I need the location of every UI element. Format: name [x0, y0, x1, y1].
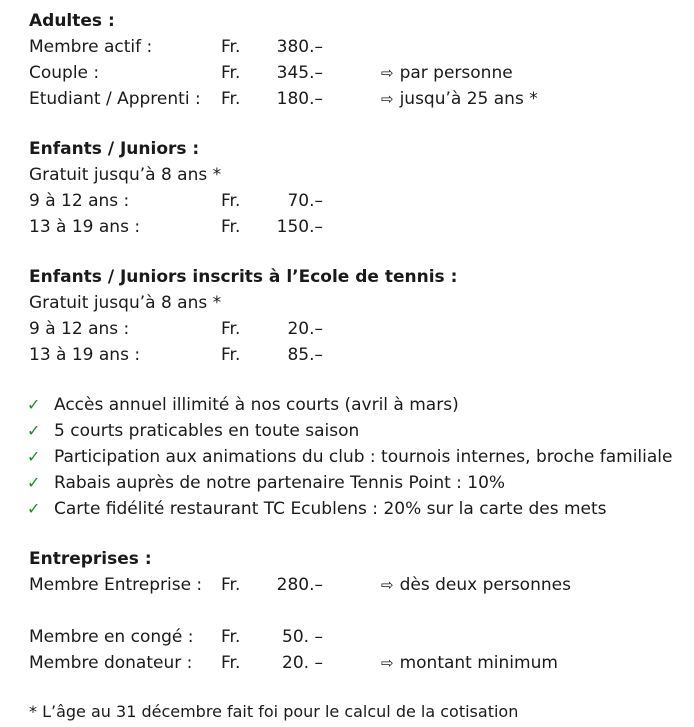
price-row	[29, 316, 689, 342]
section-title-ecole: Enfants / Juniors inscrits à l’Ecole de tennis :	[29, 267, 458, 287]
row-amount: 20. –	[282, 653, 323, 673]
row-amount: 85.–	[287, 345, 323, 365]
benefit-item	[29, 418, 689, 444]
row-note	[381, 60, 513, 86]
row-label: Membre en congé :	[29, 627, 194, 647]
row-label: 13 à 19 ans :	[29, 217, 141, 237]
footnote: * L’âge au 31 décembre fait foi pour le calcul de la cotisation	[29, 702, 519, 721]
price-row	[29, 572, 689, 598]
row-currency: Fr.	[221, 319, 241, 339]
row-currency: Fr.	[221, 575, 241, 595]
row-label: Couple :	[29, 63, 100, 83]
row-currency: Fr.	[221, 89, 241, 109]
benefit-item	[29, 496, 689, 522]
row-amount: 50. –	[282, 627, 323, 647]
benefit-text: Rabais auprès de notre partenaire Tennis Point : 10%	[54, 473, 506, 493]
row-note-text: par personne	[399, 63, 513, 83]
benefit-text: Participation aux animations du club : tournois internes, broche familiale	[54, 447, 673, 467]
outlined-right-arrow-icon: ⇨	[381, 90, 394, 108]
free-age-text: Gratuit jusqu’à 8 ans *	[29, 165, 222, 185]
tariff-document	[29, 8, 689, 724]
row-currency: Fr.	[221, 627, 241, 647]
price-row	[29, 86, 689, 112]
price-row	[29, 624, 689, 650]
row-note	[381, 86, 538, 112]
free-age-text: Gratuit jusqu’à 8 ans *	[29, 293, 222, 313]
price-row	[29, 342, 689, 368]
section-title-juniors: Enfants / Juniors :	[29, 139, 200, 159]
row-note	[381, 572, 571, 598]
row-amount: 280.–	[276, 575, 323, 595]
green-checkmark-icon: ✓	[27, 473, 41, 492]
row-amount: 70.–	[287, 191, 323, 211]
outlined-right-arrow-icon: ⇨	[381, 654, 394, 672]
row-label: Membre Entreprise :	[29, 575, 203, 595]
price-row	[29, 34, 689, 60]
row-amount: 380.–	[276, 37, 323, 57]
row-label: Etudiant / Apprenti :	[29, 89, 201, 109]
outlined-right-arrow-icon: ⇨	[381, 576, 394, 594]
row-currency: Fr.	[221, 217, 241, 237]
row-note	[381, 650, 558, 676]
price-row	[29, 60, 689, 86]
section-title-adultes: Adultes :	[29, 11, 115, 31]
section-title-entreprises: Entreprises :	[29, 549, 152, 569]
row-amount: 20.–	[287, 319, 323, 339]
row-currency: Fr.	[221, 191, 241, 211]
benefit-text: Carte fidélité restaurant TC Ecublens : 20% sur la carte des mets	[54, 499, 607, 519]
row-currency: Fr.	[221, 37, 241, 57]
row-note-text: dès deux personnes	[399, 575, 571, 595]
row-label: Membre actif :	[29, 37, 153, 57]
row-amount: 150.–	[276, 217, 323, 237]
row-label: 9 à 12 ans :	[29, 191, 130, 211]
row-label: 13 à 19 ans :	[29, 345, 141, 365]
green-checkmark-icon: ✓	[27, 421, 41, 440]
row-note-text: jusqu’à 25 ans *	[399, 89, 538, 109]
row-label: Membre donateur :	[29, 653, 193, 673]
row-currency: Fr.	[221, 345, 241, 365]
benefit-text: 5 courts praticables en toute saison	[54, 421, 360, 441]
outlined-right-arrow-icon: ⇨	[381, 64, 394, 82]
row-label: 9 à 12 ans :	[29, 319, 130, 339]
benefit-item	[29, 470, 689, 496]
row-amount: 345.–	[276, 63, 323, 83]
price-row	[29, 188, 689, 214]
benefit-text: Accès annuel illimité à nos courts (avril à mars)	[54, 395, 459, 415]
green-checkmark-icon: ✓	[27, 395, 41, 414]
row-amount: 180.–	[276, 89, 323, 109]
price-row	[29, 650, 689, 676]
row-currency: Fr.	[221, 653, 241, 673]
green-checkmark-icon: ✓	[27, 499, 41, 518]
price-row	[29, 214, 689, 240]
benefit-item	[29, 392, 689, 418]
row-note-text: montant minimum	[399, 653, 558, 673]
green-checkmark-icon: ✓	[27, 447, 41, 466]
row-currency: Fr.	[221, 63, 241, 83]
benefit-item	[29, 444, 689, 470]
